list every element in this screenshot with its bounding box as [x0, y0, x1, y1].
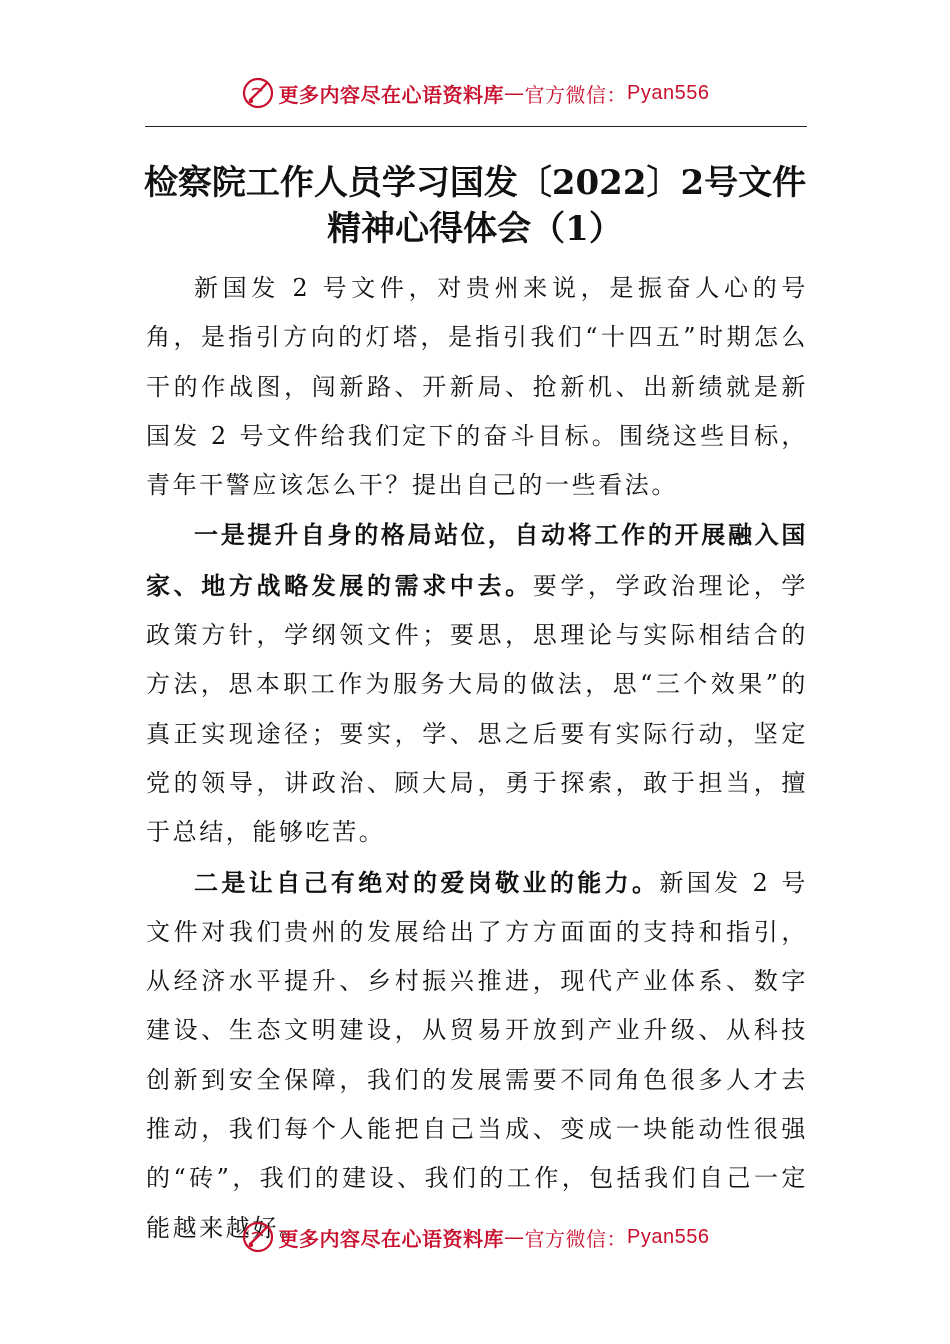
watermark-main-text: 更多内容尽在心语资料库	[278, 82, 505, 107]
footer-watermark	[0, 1217, 950, 1257]
watermark-label: 官方微信：	[524, 82, 628, 107]
pen-logo-icon	[241, 1220, 275, 1254]
document-title	[120, 160, 830, 252]
paragraph-lead: 一是提升自身的格局站位，自动将工作的开展融入国家、地方战略发展的需求中去。	[146, 520, 808, 600]
watermark-dash: —	[504, 81, 525, 105]
pen-logo-icon	[241, 76, 275, 110]
paragraph-lead: 二是让自己有绝对的爱岗敬业的能力。	[194, 867, 660, 897]
header-watermark	[0, 73, 950, 113]
header-divider	[145, 126, 807, 127]
paragraph-point-2	[146, 858, 808, 1253]
watermark-label: 官方微信：	[524, 1226, 628, 1251]
watermark-main-text: 更多内容尽在心语资料库	[278, 1226, 505, 1251]
paragraph-text: 新国发 2 号文件对我们贵州的发展给出了方方面面的支持和指引，从经济水平提升、乡村振兴推进，现代产业体系、数字建设、生态文明建设，从贸易开放到产业升级、从科技创新到安全保障，我们的发展需要不同角色很多人才去推动，我们每个人能把自己当成、变成一块能动性很强的“砖”，我们的建设、我们的工作，包括我们自己一定能越来越好。	[146, 868, 808, 1242]
paragraph-intro	[146, 263, 808, 510]
paragraph-text: 要学，学政治理论，学政策方针，学纲领文件；要思，思理论与实际相结合的方法，思本职工作为服务大局的做法，思“三个效果”的真正实现途径；要实，学、思之后要有实际行动，坚定党的领导，讲政治、顾大局，勇于探索，敢于担当，擅于总结，能够吃苦。	[146, 571, 808, 847]
document-body	[146, 263, 808, 1253]
watermark-wechat-id: Pyan556	[627, 81, 710, 104]
watermark-dash: —	[504, 1225, 525, 1249]
paragraph-point-1	[146, 510, 808, 857]
title-line-2: 精神心得体会（1）	[327, 209, 623, 249]
paragraph-text: 新国发 2 号文件，对贵州来说，是振奋人心的号角，是指引方向的灯塔，是指引我们“十四五”时期怎么干的作战图，闯新路、开新局、抢新机、出新绩就是新国发 2 号文件给我们定下的奋斗目标。围绕这些目标，青年干警应该怎么干？提出自己的一些看法。	[146, 274, 808, 500]
title-line-1: 检察院工作人员学习国发〔2022〕2号文件	[143, 163, 807, 203]
watermark-wechat-id: Pyan556	[627, 1225, 710, 1248]
